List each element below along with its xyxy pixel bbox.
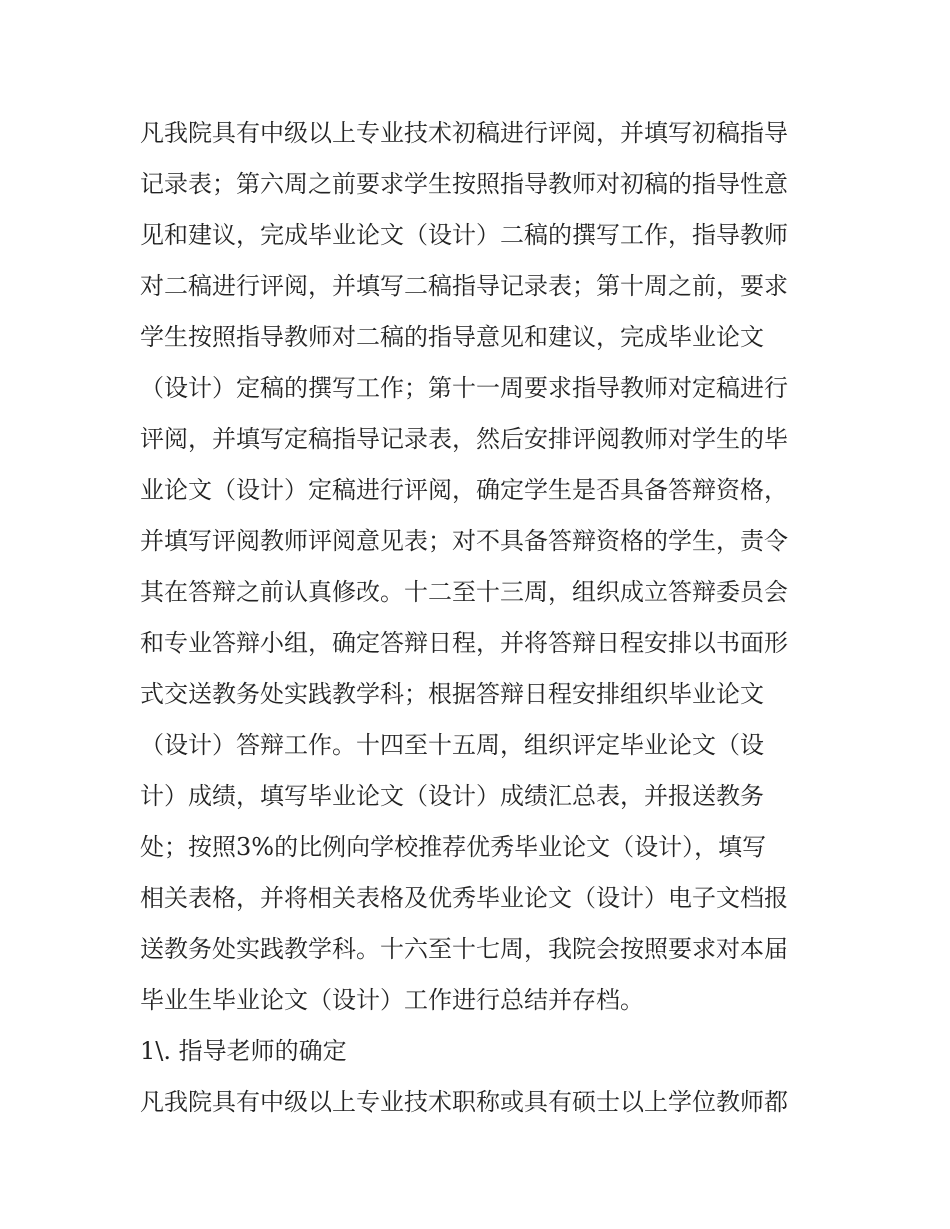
- paragraph-line: 处；按照3%的比例向学校推荐优秀毕业论文（设计），填写: [140, 833, 767, 861]
- paragraph-line: 送教务处实践教学科。十六至十七周，我院会按照要求对本届: [140, 935, 788, 963]
- paragraph-line: 式交送教务处实践教学科；根据答辩日程安排组织毕业论文: [140, 680, 764, 708]
- body-paragraph: [140, 1077, 820, 1128]
- paragraph-line: 见和建议，完成毕业论文（设计）二稿的撰写工作，指导教师: [140, 221, 788, 249]
- paragraph-line: 计）成绩，填写毕业论文（设计）成绩汇总表，并报送教务: [140, 782, 764, 810]
- paragraph-line: 相关表格，并将相关表格及优秀毕业论文（设计）电子文档报: [140, 884, 788, 912]
- paragraph-line: 其在答辩之前认真修改。十二至十三周，组织成立答辩委员会: [140, 578, 788, 606]
- paragraph-line: 对二稿进行评阅，并填写二稿指导记录表；第十周之前，要求: [140, 272, 788, 300]
- paragraph-line: 记录表；第六周之前要求学生按照指导教师对初稿的指导性意: [140, 170, 788, 198]
- paragraph-line: 业论文（设计）定稿进行评阅，确定学生是否具备答辩资格，: [140, 476, 788, 504]
- body-paragraph: [140, 108, 820, 1026]
- paragraph-line: 和专业答辩小组，确定答辩日程，并将答辩日程安排以书面形: [140, 629, 788, 657]
- paragraph-line: （设计）定稿的撰写工作；第十一周要求指导教师对定稿进行: [140, 374, 788, 402]
- paragraph-line: 凡我院具有中级以上专业技术初稿进行评阅，并填写初稿指导: [140, 119, 788, 147]
- paragraph-line: （设计）答辩工作。十四至十五周，组织评定毕业论文（设: [140, 731, 764, 759]
- paragraph-line: 毕业生毕业论文（设计）工作进行总结并存档。: [140, 986, 644, 1014]
- paragraph-line: 凡我院具有中级以上专业技术职称或具有硕士以上学位教师都: [140, 1088, 788, 1116]
- paragraph-line: 评阅，并填写定稿指导记录表，然后安排评阅教师对学生的毕: [140, 425, 788, 453]
- paragraph-line: 并填写评阅教师评阅意见表；对不具备答辩资格的学生，责令: [140, 527, 788, 555]
- section-heading: 1\. 指导老师的确定: [140, 1037, 347, 1065]
- paragraph-line: 学生按照指导教师对二稿的指导意见和建议，完成毕业论文: [140, 323, 764, 351]
- document-body: [140, 108, 820, 1128]
